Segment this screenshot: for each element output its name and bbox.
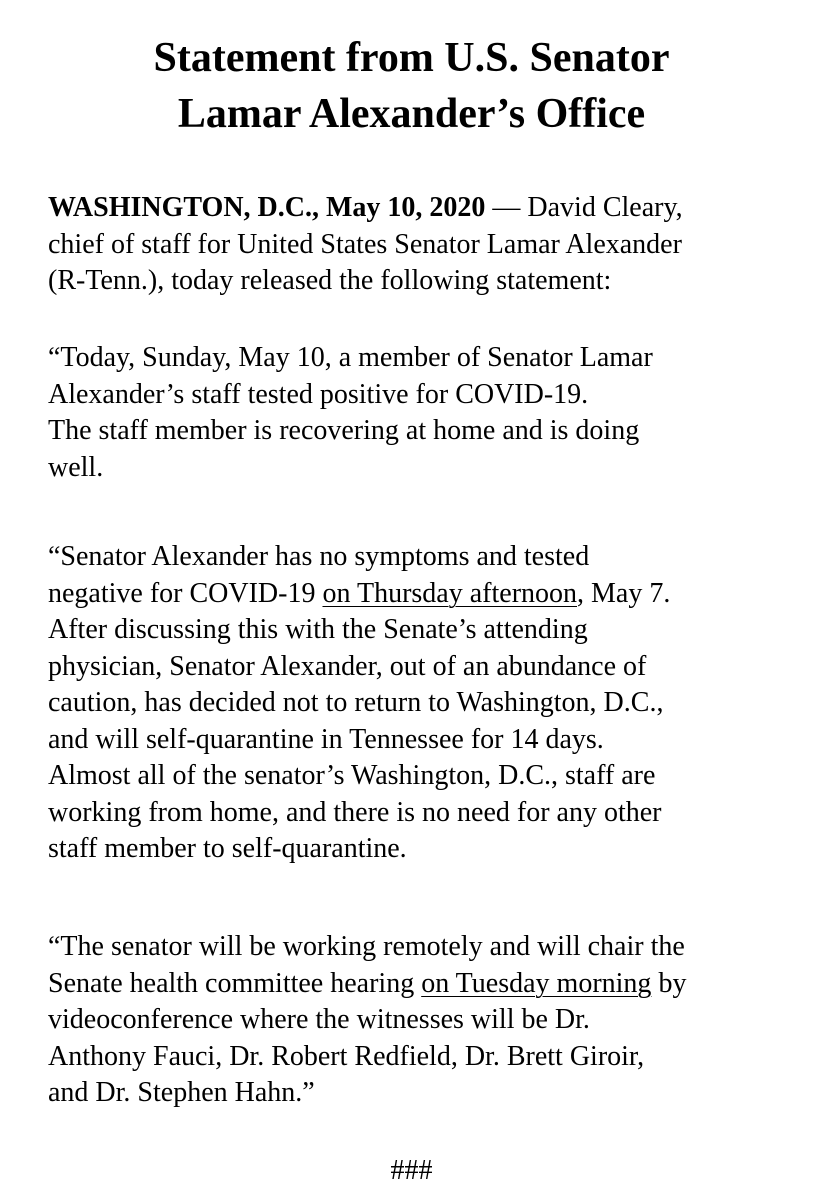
statement-paragraph-2 (48, 539, 788, 868)
statement-paragraph-1 (48, 340, 788, 486)
tuesday-morning-link[interactable]: on Tuesday morning (421, 967, 652, 999)
intro-line-1-rest: — David Cleary, (485, 192, 683, 223)
statement-3-line-3: videoconference where the witnesses will be Dr. (48, 1004, 590, 1035)
statement-2-line-7: Almost all of the senator’s Washington, D.C., staff are (48, 760, 656, 791)
statement-1-line-4: well. (48, 451, 104, 483)
statement-3-line-2 (48, 966, 788, 1003)
page-title (0, 30, 823, 142)
end-mark: ### (390, 1155, 433, 1186)
thursday-afternoon-link[interactable]: on Thursday afternoon (322, 577, 578, 609)
statement-2-line-2 (48, 576, 788, 613)
statement-2-line-6: and will self-quarantine in Tennessee for 14 days. (48, 723, 604, 755)
intro-line-1 (48, 190, 788, 227)
title-line-2: Lamar Alexander’s Office (177, 91, 646, 137)
statement-2-line-4: physician, Senator Alexander, out of an abundance of (48, 650, 647, 682)
statement-1-line-1: “Today, Sunday, May 10, a member of Senator Lamar (48, 342, 653, 373)
statement-3-line-4: Anthony Fauci, Dr. Robert Redfield, Dr. Brett Giroir, (48, 1040, 645, 1072)
statement-2-line-2-pre: negative for COVID-19 (48, 577, 323, 609)
statement-2-line-8: working from home, and there is no need for any other (48, 796, 662, 828)
statement-3-line-2-pre: Senate health committee hearing (48, 967, 422, 999)
statement-1-line-3: The staff member is recovering at home and is doing (48, 415, 640, 446)
title-line-1: Statement from U.S. Senator (153, 35, 670, 81)
statement-2-line-3: After discussing this with the Senate’s attending (48, 614, 588, 645)
statement-2-line-2-post: , May 7. (577, 577, 671, 609)
intro-line-3: (R-Tenn.), today released the following statement: (48, 265, 612, 296)
statement-paragraph-3 (48, 929, 788, 1112)
statement-3-line-1: “The senator will be working remotely and will chair the (48, 931, 685, 962)
statement-3-line-2-post: by (651, 967, 687, 999)
statement-3-line-5: and Dr. Stephen Hahn.” (48, 1077, 315, 1108)
statement-1-line-2: Alexander’s staff tested positive for COVID-19. (48, 378, 589, 410)
statement-2-line-5: caution, has decided not to return to Washington, D.C., (48, 687, 664, 718)
statement-2-line-1: “Senator Alexander has no symptoms and tested (48, 541, 590, 572)
intro-paragraph (48, 190, 788, 300)
dateline: WASHINGTON, D.C., May 10, 2020 (48, 192, 486, 223)
intro-line-2: chief of staff for United States Senator Lamar Alexander (48, 228, 682, 260)
statement-2-line-9: staff member to self-quarantine. (48, 833, 407, 864)
